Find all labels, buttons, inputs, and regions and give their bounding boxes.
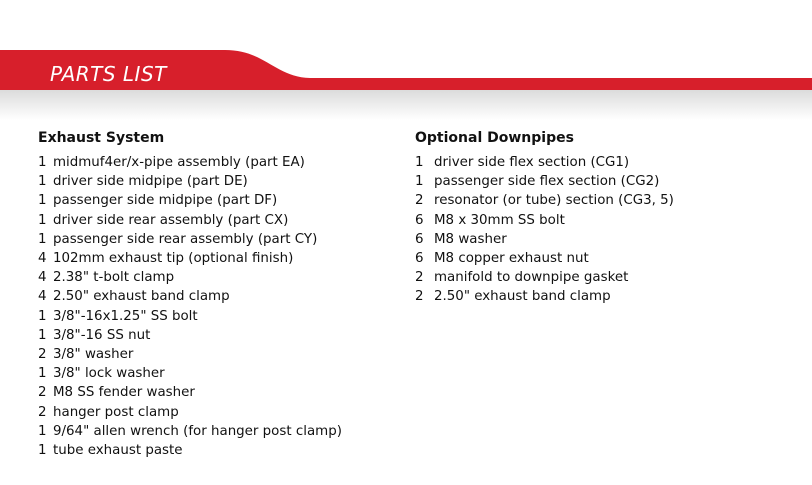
item-quantity: 2 bbox=[415, 270, 424, 286]
list-item bbox=[38, 172, 388, 191]
list-item bbox=[38, 326, 388, 345]
item-quantity: 1 bbox=[415, 174, 424, 190]
item-quantity: 1 bbox=[38, 327, 47, 343]
item-quantity: 6 bbox=[415, 212, 424, 228]
list-item bbox=[415, 230, 795, 249]
item-quantity: 1 bbox=[38, 193, 47, 209]
item-quantity: 2 bbox=[38, 347, 47, 363]
item-quantity: 2 bbox=[415, 289, 424, 305]
list-item bbox=[415, 153, 795, 172]
item-quantity: 6 bbox=[415, 251, 424, 267]
item-quantity: 1 bbox=[38, 366, 47, 382]
list-item bbox=[38, 307, 388, 326]
item-quantity: 1 bbox=[38, 155, 47, 170]
item-description: M8 washer bbox=[434, 231, 507, 247]
item-quantity: 6 bbox=[415, 231, 424, 247]
list-item bbox=[38, 364, 388, 383]
parts-list bbox=[38, 153, 388, 460]
item-description: tube exhaust paste bbox=[53, 443, 183, 459]
item-description: 3/8" washer bbox=[53, 347, 134, 363]
item-quantity: 1 bbox=[38, 212, 47, 228]
item-description: manifold to downpipe gasket bbox=[434, 270, 629, 286]
list-item bbox=[38, 422, 388, 441]
item-description: 3/8"-16 SS nut bbox=[53, 327, 151, 343]
list-item bbox=[38, 383, 388, 402]
item-description: passenger side rear assembly (part CY) bbox=[53, 231, 318, 247]
list-item bbox=[38, 441, 388, 460]
item-quantity: 4 bbox=[38, 251, 47, 267]
item-description: 9/64" allen wrench (for hanger post clamp) bbox=[53, 423, 342, 439]
item-quantity: 2 bbox=[415, 193, 424, 209]
banner-shadow bbox=[0, 88, 812, 120]
item-description: hanger post clamp bbox=[53, 404, 179, 420]
item-quantity: 1 bbox=[38, 308, 47, 324]
list-item bbox=[415, 172, 795, 191]
item-quantity: 2 bbox=[38, 385, 47, 401]
section-heading: Exhaust System bbox=[38, 130, 165, 146]
list-item bbox=[38, 268, 388, 287]
banner-graphic bbox=[0, 0, 812, 120]
item-description: driver side rear assembly (part CX) bbox=[53, 212, 289, 228]
item-description: passenger side flex section (CG2) bbox=[434, 174, 660, 190]
list-item bbox=[38, 345, 388, 364]
item-description: 3/8"-16x1.25" SS bolt bbox=[53, 308, 198, 324]
item-quantity: 4 bbox=[38, 270, 47, 286]
list-item bbox=[38, 403, 388, 422]
parts-list bbox=[415, 153, 795, 307]
item-description: 2.50" exhaust band clamp bbox=[53, 289, 230, 305]
section-heading: Optional Downpipes bbox=[415, 130, 574, 146]
item-quantity: 1 bbox=[38, 443, 47, 459]
page-title: PARTS LIST bbox=[50, 62, 167, 86]
item-description: resonator (or tube) section (CG3, 5) bbox=[434, 193, 674, 209]
list-item bbox=[38, 230, 388, 249]
item-quantity: 1 bbox=[38, 231, 47, 247]
item-description: driver side flex section (CG1) bbox=[434, 155, 630, 170]
exhaust-system-section bbox=[38, 129, 388, 460]
list-item bbox=[415, 211, 795, 230]
list-item bbox=[38, 249, 388, 268]
item-quantity: 1 bbox=[38, 174, 47, 190]
item-description: 102mm exhaust tip (optional finish) bbox=[53, 251, 294, 267]
item-description: 3/8" lock washer bbox=[53, 366, 165, 382]
item-description: M8 x 30mm SS bolt bbox=[434, 212, 565, 228]
list-item bbox=[415, 249, 795, 268]
header-banner bbox=[0, 0, 812, 120]
item-description: 2.50" exhaust band clamp bbox=[434, 289, 611, 305]
optional-downpipes-section bbox=[415, 129, 795, 307]
list-item bbox=[415, 268, 795, 287]
list-item bbox=[38, 287, 388, 306]
item-description: 2.38" t-bolt clamp bbox=[53, 270, 175, 286]
list-item bbox=[38, 211, 388, 230]
item-quantity: 4 bbox=[38, 289, 47, 305]
list-item bbox=[38, 191, 388, 210]
item-description: driver side midpipe (part DE) bbox=[53, 174, 248, 190]
item-quantity: 1 bbox=[415, 155, 424, 170]
item-description: midmuf4er/x-pipe assembly (part EA) bbox=[53, 155, 305, 170]
list-item bbox=[415, 191, 795, 210]
item-quantity: 1 bbox=[38, 423, 47, 439]
list-item bbox=[415, 287, 795, 306]
item-description: M8 SS fender washer bbox=[53, 385, 195, 401]
item-description: M8 copper exhaust nut bbox=[434, 251, 589, 267]
item-description: passenger side midpipe (part DF) bbox=[53, 193, 278, 209]
item-quantity: 2 bbox=[38, 404, 47, 420]
list-item bbox=[38, 153, 388, 172]
